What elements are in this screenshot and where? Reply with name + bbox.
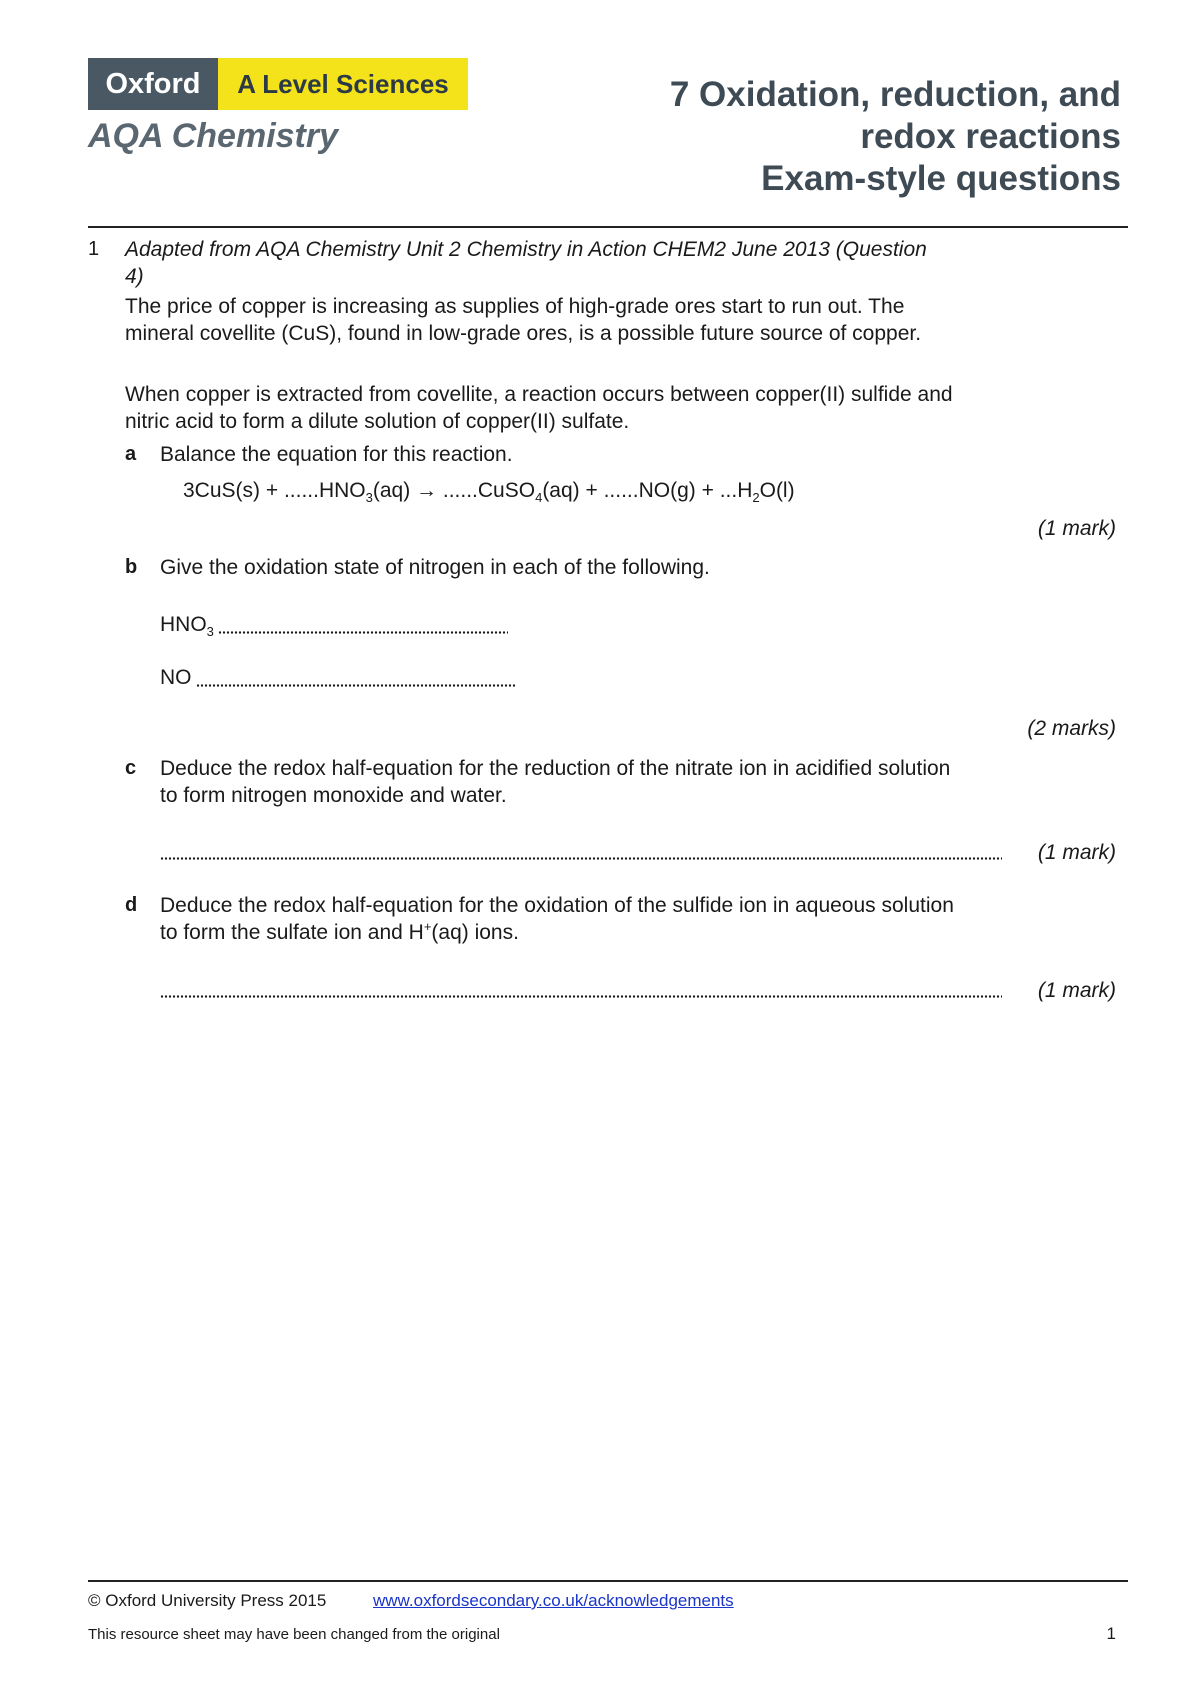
page-title-line1: 7 Oxidation, reduction, and (669, 75, 1121, 114)
part-c-label: c (125, 757, 137, 779)
part-b-marks: (2 marks) (1027, 717, 1116, 740)
page-title-line2: redox reactions (860, 117, 1121, 156)
part-d-text: Deduce the redox half-equation for the oxidation of the sulfide ion in aqueous solution to form the sulfate ion and H+(aq) ions. (160, 894, 954, 944)
answer-line-hno3[interactable] (160, 611, 508, 638)
part-d-marks: (1 mark) (1037, 979, 1116, 1002)
part-d-label: d (125, 894, 138, 916)
part-c-text: Deduce the redox half-equation for the reduction of the nitrate ion in acidified solution to form nitrogen monoxide and water. (160, 757, 951, 807)
acknowledgements-link[interactable]: www.oxfordsecondary.co.uk/acknowledgements (373, 1591, 734, 1610)
answer-line-part-d[interactable] (160, 995, 1002, 998)
subject-title: AQA Chemistry (88, 117, 339, 155)
part-a-marks: (1 mark) (1037, 517, 1116, 540)
brand-series: A Level Sciences (218, 58, 468, 110)
footer-divider (88, 1580, 1128, 1582)
answer-dots (196, 684, 516, 687)
part-a-text: Balance the equation for this reaction. (160, 443, 513, 466)
answer-line-no[interactable] (160, 664, 516, 691)
question-intro-paragraph-1: The price of copper is increasing as supplies of high-grade ores start to run out. The mineral covellite (CuS), found in low-grade ores, is a possible future source of copper. (125, 295, 922, 345)
brand-logo (88, 58, 468, 110)
hno3-label: $HNO_3$ (160, 613, 214, 640)
part-b-label: b (125, 556, 138, 578)
part-b-text: Give the oxidation state of nitrogen in each of the following. (160, 556, 710, 579)
question-intro-paragraph-2: When copper is extracted from covellite, a reaction occurs between copper(II) sulfide and nitric acid to form a dilute solution of copper(II) sulfate. (125, 383, 953, 433)
balance-equation: $3CuS(s) + ......HNO_3(aq)$ → ......CuSO$_4$(aq) + $......NO(g) + ...H_2O(l)$ (183, 479, 795, 506)
header-divider (88, 226, 1128, 228)
page-title-line3: Exam-style questions (761, 159, 1121, 198)
page-title (670, 74, 1121, 200)
footer-note: This resource sheet may have been changed from the original (88, 1626, 500, 1643)
answer-line-part-c[interactable] (160, 857, 1002, 860)
part-c-marks: (1 mark) (1037, 841, 1116, 864)
no-label: NO (160, 666, 192, 689)
page-number: 1 (1106, 1624, 1116, 1643)
question-source: Adapted from AQA Chemistry Unit 2 Chemistry in Action CHEM2 June 2013 (Question 4) (125, 238, 927, 288)
footer-copyright: © Oxford University Press 2015 (88, 1591, 327, 1610)
answer-dots (218, 631, 508, 634)
question-number: 1 (88, 238, 100, 260)
brand-oxford: Oxford (88, 58, 218, 110)
part-a-label: a (125, 443, 137, 465)
